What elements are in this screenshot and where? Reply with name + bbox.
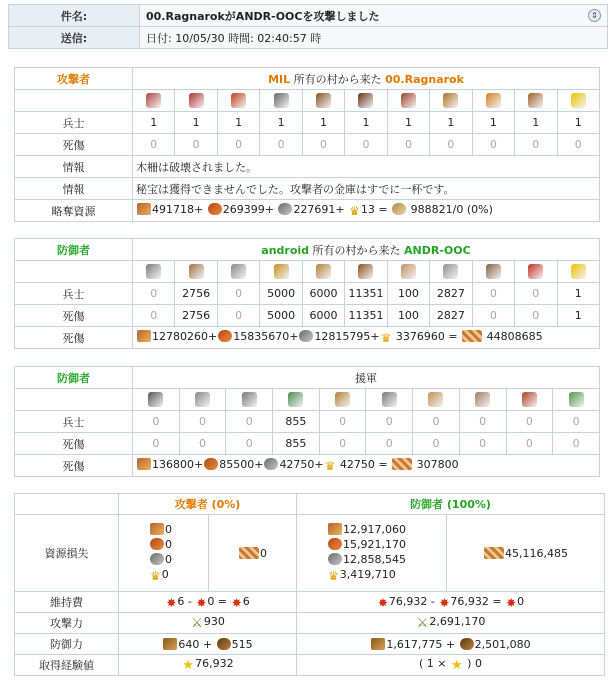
def-xp-post: ) 0: [463, 657, 482, 670]
casualty-count: 5000: [260, 305, 302, 327]
equites-legati-icon[interactable]: [288, 392, 303, 407]
casualty-count: 0: [260, 134, 302, 156]
casualty-count: 0: [557, 134, 599, 156]
club-icon[interactable]: [146, 93, 161, 108]
unit-icon-cell: [179, 389, 226, 411]
loss-label: 死傷: [15, 455, 133, 477]
troop-count: 0: [472, 283, 514, 305]
loss-iron: 12815795+: [314, 330, 380, 343]
wood-icon: [328, 523, 342, 535]
loss-clay: 15835670+: [233, 330, 299, 343]
loot-label: 略奪資源: [15, 200, 133, 222]
unit-icon-cell: [260, 261, 302, 283]
hero-icon[interactable]: [571, 93, 586, 108]
cavalry-shield-icon: [217, 638, 231, 650]
casualty-count: 2756: [175, 305, 217, 327]
attacker-attack: [119, 613, 297, 634]
casualty-count: 0: [175, 134, 217, 156]
attacker-village-link[interactable]: 00.Ragnarok: [385, 72, 464, 86]
casualty-count: 0: [226, 433, 273, 455]
casualty-count: 0: [133, 134, 175, 156]
casualty-count: 0: [430, 134, 472, 156]
casualty-count: 0: [133, 305, 175, 327]
wood-icon: [137, 458, 151, 470]
imperian-icon[interactable]: [242, 392, 257, 407]
reinforcement-unit-icons-row: [15, 389, 600, 411]
clay-icon: [208, 203, 222, 215]
defender-role: 防御者: [15, 239, 133, 261]
chief-icon[interactable]: [486, 93, 501, 108]
troop-count: 0: [515, 283, 557, 305]
defender-upkeep: [297, 592, 605, 613]
def-loss-crop: 3,419,710: [339, 568, 396, 581]
cavalry-shield-icon: [460, 638, 474, 650]
troop-count: 1: [345, 112, 387, 134]
unit-icon-cell: [472, 90, 514, 112]
att-def-b: 515: [231, 637, 253, 651]
info-message: 木柵は破壊されました。: [133, 156, 600, 178]
unit-icon-cell: [430, 261, 472, 283]
legionnaire-icon[interactable]: [148, 392, 163, 407]
unit-icon-cell: [387, 90, 429, 112]
def-upkeep-a: 76,932 -: [388, 594, 439, 608]
defender-resource-loss: [297, 515, 447, 592]
att-loss-iron: 0: [165, 553, 172, 566]
defender-unit-icons-row: [15, 261, 600, 283]
troop-count: 1: [472, 112, 514, 134]
catapult-icon[interactable]: [443, 93, 458, 108]
loot-iron: 227691+: [293, 203, 345, 216]
crop-icon: ♛: [349, 204, 360, 218]
troop-count: 5000: [260, 283, 302, 305]
troop-count: 1: [302, 112, 344, 134]
crop-icon: ♛: [380, 331, 392, 345]
reinforcement-troops-row: [15, 411, 600, 433]
attacker-title: [133, 68, 600, 90]
crop-icon: ♛: [328, 569, 339, 583]
reinforcement-title: 援軍: [133, 367, 600, 389]
unit-icon-cell: [217, 90, 259, 112]
troop-count: 0: [217, 283, 259, 305]
troop-count: 2756: [175, 283, 217, 305]
troop-count: 1: [133, 112, 175, 134]
casualty-count: 0: [387, 134, 429, 156]
troop-count: 2827: [430, 283, 472, 305]
casualty-count: 100: [387, 305, 429, 327]
maceman-icon[interactable]: [146, 264, 161, 279]
troop-count: 1: [430, 112, 472, 134]
reinforcement-role: 防御者: [15, 367, 133, 389]
loss-wood: 136800+: [152, 458, 204, 471]
att-upkeep-a: 6 -: [177, 594, 196, 608]
settler-icon[interactable]: [528, 264, 543, 279]
troop-count: 0: [366, 411, 413, 433]
loot-crop: 13 =: [360, 203, 388, 216]
att-upkeep-c: 6: [242, 594, 250, 608]
iron-icon: [278, 203, 292, 215]
casualties-label: 死傷: [15, 134, 133, 156]
unit-icon-cell: [273, 389, 320, 411]
star-icon: ★: [182, 658, 195, 673]
att-loss-total: 0: [260, 546, 267, 560]
spearman-icon[interactable]: [189, 264, 204, 279]
att-upkeep-b: 0 =: [207, 594, 231, 608]
defense-label: 防御力: [15, 634, 119, 655]
attacker-total-loss: [209, 515, 297, 592]
unit-icon-cell: [366, 389, 413, 411]
troop-count: 1: [175, 112, 217, 134]
casualties-label: 死傷: [15, 305, 133, 327]
crossed-swords-icon: ⚔: [416, 616, 429, 631]
xp-label: 取得経験値: [15, 655, 119, 676]
loss-iron: 42750+: [279, 458, 324, 471]
unit-icon-cell: [387, 261, 429, 283]
loss-clay: 85500+: [219, 458, 264, 471]
unit-icon-cell: [515, 261, 557, 283]
attacker-casualties-row: [15, 134, 600, 156]
att-loss-clay: 0: [165, 538, 172, 551]
hero-icon[interactable]: [571, 264, 586, 279]
def-loss-clay: 15,921,170: [343, 538, 406, 551]
info-label: 情報: [15, 156, 133, 178]
casualty-count: 0: [515, 305, 557, 327]
troop-count: 1: [217, 112, 259, 134]
casualty-count: 0: [553, 433, 600, 455]
unit-icon-cell: [175, 261, 217, 283]
defender-table: [14, 238, 600, 349]
defender-troops-row: [15, 283, 600, 305]
unit-icon-cell: [217, 261, 259, 283]
clay-icon: [328, 538, 342, 550]
def-xp-pre: ( 1 ×: [419, 657, 451, 670]
defender-xp: [297, 655, 605, 676]
def-upkeep-c: 0: [517, 594, 525, 608]
catapult-icon[interactable]: [443, 264, 458, 279]
paladin-icon[interactable]: [316, 93, 331, 108]
crop-icon: ♛: [150, 569, 161, 583]
defender-total-loss: [447, 515, 605, 592]
attacker-troops-row: [15, 112, 600, 134]
loss-total: 44808685: [483, 330, 543, 343]
attacker-table: [14, 67, 600, 222]
reinforcement-casualties-row: [15, 433, 600, 455]
casualty-count: 0: [133, 433, 180, 455]
wood-icon: [150, 523, 164, 535]
troop-count: 855: [273, 411, 320, 433]
casualty-count: 0: [217, 305, 259, 327]
attacker-role: 攻撃者: [15, 68, 133, 90]
scout-icon[interactable]: [274, 93, 289, 108]
casualty-count: 0: [319, 433, 366, 455]
troop-count: 0: [133, 411, 180, 433]
casualty-count: 2827: [430, 305, 472, 327]
unit-icon-cell: [472, 261, 514, 283]
unit-icon-cell: [459, 389, 506, 411]
attacker-resource-loss: [119, 515, 209, 592]
troop-count: 100: [387, 283, 429, 305]
casualty-count: 0: [179, 433, 226, 455]
defender-defense: [297, 634, 605, 655]
def-def-a: 1,617,775 +: [386, 637, 459, 651]
unit-icon-cell: [413, 389, 460, 411]
equites-caesaris-icon[interactable]: [382, 392, 397, 407]
defender-attack: [297, 613, 605, 634]
infantry-shield-icon: [371, 638, 385, 650]
troop-count: 1: [387, 112, 429, 134]
unit-icon-cell: [133, 389, 180, 411]
summary-attacker-header: 攻撃者 (0%): [119, 494, 297, 515]
defender-player-link[interactable]: android: [261, 243, 310, 257]
loss-wood: 12780260+: [152, 330, 218, 343]
troop-count: 0: [506, 411, 553, 433]
def-def-b: 2,501,080: [474, 637, 531, 651]
report-subject: 00.RagnarokがANDR-OOCを攻撃しました: [146, 9, 380, 23]
casualty-count: 0: [366, 433, 413, 455]
praetorian-icon[interactable]: [195, 392, 210, 407]
loss-values: [133, 327, 600, 349]
unit-icon-cell: [515, 90, 557, 112]
unit-icon-cell: [175, 90, 217, 112]
defender-from-text: 所有の村から来た: [309, 243, 405, 257]
def-attack-value: 2,691,170: [429, 615, 486, 628]
loot-wood: 491718+: [152, 203, 204, 216]
troop-count: 1: [260, 112, 302, 134]
defender-casualties-row: [15, 305, 600, 327]
infantry-shield-icon: [163, 638, 177, 650]
casualty-count: 0: [345, 134, 387, 156]
carry-bag-icon: [392, 203, 406, 215]
upkeep-icon: ✸: [231, 595, 242, 610]
troop-count: 0: [553, 411, 600, 433]
casualty-count: 0: [515, 134, 557, 156]
loss-values: [133, 455, 600, 477]
attack-label: 攻撃力: [15, 613, 119, 634]
att-loss-wood: 0: [165, 523, 172, 536]
casualty-count: 11351: [345, 305, 387, 327]
crossed-swords-icon: ⚔: [191, 616, 203, 631]
paladin-icon[interactable]: [316, 264, 331, 279]
all-resources-icon: [239, 547, 259, 559]
all-resources-icon: [462, 330, 482, 342]
iron-icon: [150, 553, 164, 565]
unit-icon-cell: [430, 90, 472, 112]
chief-icon[interactable]: [486, 264, 501, 279]
unit-icon-cell: [345, 90, 387, 112]
casualty-count: 855: [273, 433, 320, 455]
casualty-count: 0: [413, 433, 460, 455]
troop-count: 11351: [345, 283, 387, 305]
ram-icon[interactable]: [401, 93, 416, 108]
subject-label: 件名:: [9, 5, 140, 27]
casualty-count: 6000: [302, 305, 344, 327]
casualty-count: 0: [302, 134, 344, 156]
clay-icon: [150, 538, 164, 550]
casualty-count: 0: [472, 305, 514, 327]
troops-label: 兵士: [15, 411, 133, 433]
troop-count: 0: [459, 411, 506, 433]
teutonic-knight-icon[interactable]: [358, 264, 373, 279]
casualty-count: 0: [459, 433, 506, 455]
upkeep-icon: ✸: [439, 595, 450, 610]
casualty-count: 0: [506, 433, 553, 455]
attacker-xp: [119, 655, 297, 676]
troop-count: 1: [515, 112, 557, 134]
casualty-count: 0: [472, 134, 514, 156]
attacker-player-link[interactable]: MIL: [268, 72, 291, 86]
unit-icon-cell: [553, 389, 600, 411]
resource-loss-label: 資源損失: [15, 515, 119, 592]
wood-icon: [137, 203, 151, 215]
att-loss-crop: 0: [161, 568, 169, 581]
troop-count: 1: [557, 112, 599, 134]
all-resources-icon: [484, 547, 504, 559]
att-xp-value: 76,932: [195, 657, 234, 670]
spear-icon[interactable]: [189, 93, 204, 108]
iron-icon: [299, 330, 313, 342]
unit-icon-cell: [506, 389, 553, 411]
unit-icon-cell: [345, 261, 387, 283]
summary-table: [14, 493, 605, 676]
loss-label: 死傷: [15, 327, 133, 349]
loss-total: 307800: [413, 458, 459, 471]
info-message: 秘宝は獲得できませんでした。攻撃者の金庫はすでに一杯です。: [133, 178, 600, 200]
crop-icon: ♛: [324, 459, 336, 473]
upkeep-icon: ✸: [166, 595, 177, 610]
report-header: [8, 4, 608, 49]
attacker-unit-icons-row: [15, 90, 600, 112]
loss-crop: 3376960 =: [392, 330, 458, 343]
attacker-upkeep: [119, 592, 297, 613]
axe-icon[interactable]: [231, 93, 246, 108]
att-def-a: 640 +: [178, 637, 216, 651]
troop-count: 1: [557, 283, 599, 305]
all-resources-icon: [392, 458, 412, 470]
wood-icon: [137, 330, 151, 342]
def-upkeep-b: 76,932 =: [450, 594, 506, 608]
sent-label: 送信:: [9, 27, 140, 49]
fire-catapult-icon[interactable]: [475, 392, 490, 407]
troop-count: 0: [133, 283, 175, 305]
upkeep-icon: ✸: [377, 595, 388, 610]
def-loss-wood: 12,917,060: [343, 523, 406, 536]
troop-count: 6000: [302, 283, 344, 305]
troop-count: 0: [319, 411, 366, 433]
iron-icon: [264, 458, 278, 470]
sent-date: 日付: 10/05/30 時間: 02:40:57 時: [140, 27, 608, 49]
clay-icon: [218, 330, 232, 342]
troops-label: 兵士: [15, 112, 133, 134]
loss-crop: 42750 =: [336, 458, 388, 471]
equites-imperatoris-icon[interactable]: [335, 392, 350, 407]
unit-icon-cell: [557, 261, 599, 283]
ram-icon[interactable]: [401, 264, 416, 279]
battering-ram-icon[interactable]: [428, 392, 443, 407]
unit-icon-cell: [557, 90, 599, 112]
collapse-toggle-icon[interactable]: ⇕: [588, 9, 601, 22]
info-label: 情報: [15, 178, 133, 200]
upkeep-label: 維持費: [15, 592, 119, 613]
att-attack-value: 930: [203, 615, 225, 628]
iron-icon: [328, 553, 342, 565]
axeman-icon[interactable]: [231, 264, 246, 279]
clay-icon: [204, 458, 218, 470]
troops-label: 兵士: [15, 283, 133, 305]
casualties-label: 死傷: [15, 433, 133, 455]
defender-village-link[interactable]: ANDR-OOC: [404, 243, 471, 257]
subject-row: [140, 5, 608, 27]
attacker-defense: [119, 634, 297, 655]
attacker-from-text: 所有の村から来た: [290, 72, 386, 86]
def-loss-total: 45,116,485: [505, 546, 568, 560]
unit-icon-cell: [133, 90, 175, 112]
def-loss-iron: 12,858,545: [343, 553, 406, 566]
settler-icon[interactable]: [569, 392, 584, 407]
loot-values: [133, 200, 600, 222]
casualty-count: 0: [217, 134, 259, 156]
senator-icon[interactable]: [522, 392, 537, 407]
settler-icon[interactable]: [528, 93, 543, 108]
unit-icon-cell: [302, 261, 344, 283]
summary-defender-header: 防御者 (100%): [297, 494, 605, 515]
unit-icon-cell: [319, 389, 366, 411]
unit-icon-cell: [226, 389, 273, 411]
scout-icon[interactable]: [274, 264, 289, 279]
teutonic-knight-icon[interactable]: [358, 93, 373, 108]
upkeep-icon: ✸: [506, 595, 517, 610]
troop-count: 0: [413, 411, 460, 433]
upkeep-icon: ✸: [196, 595, 207, 610]
loot-clay: 269399+: [222, 203, 274, 216]
star-icon: ★: [451, 658, 463, 673]
troop-count: 0: [179, 411, 226, 433]
unit-icon-cell: [133, 261, 175, 283]
troop-count: 0: [226, 411, 273, 433]
unit-icon-cell: [260, 90, 302, 112]
casualty-count: 1: [557, 305, 599, 327]
unit-icon-cell: [302, 90, 344, 112]
loot-carry: 988821/0 (0%): [407, 203, 493, 216]
defender-title: [133, 239, 600, 261]
reinforcement-table: [14, 366, 600, 477]
